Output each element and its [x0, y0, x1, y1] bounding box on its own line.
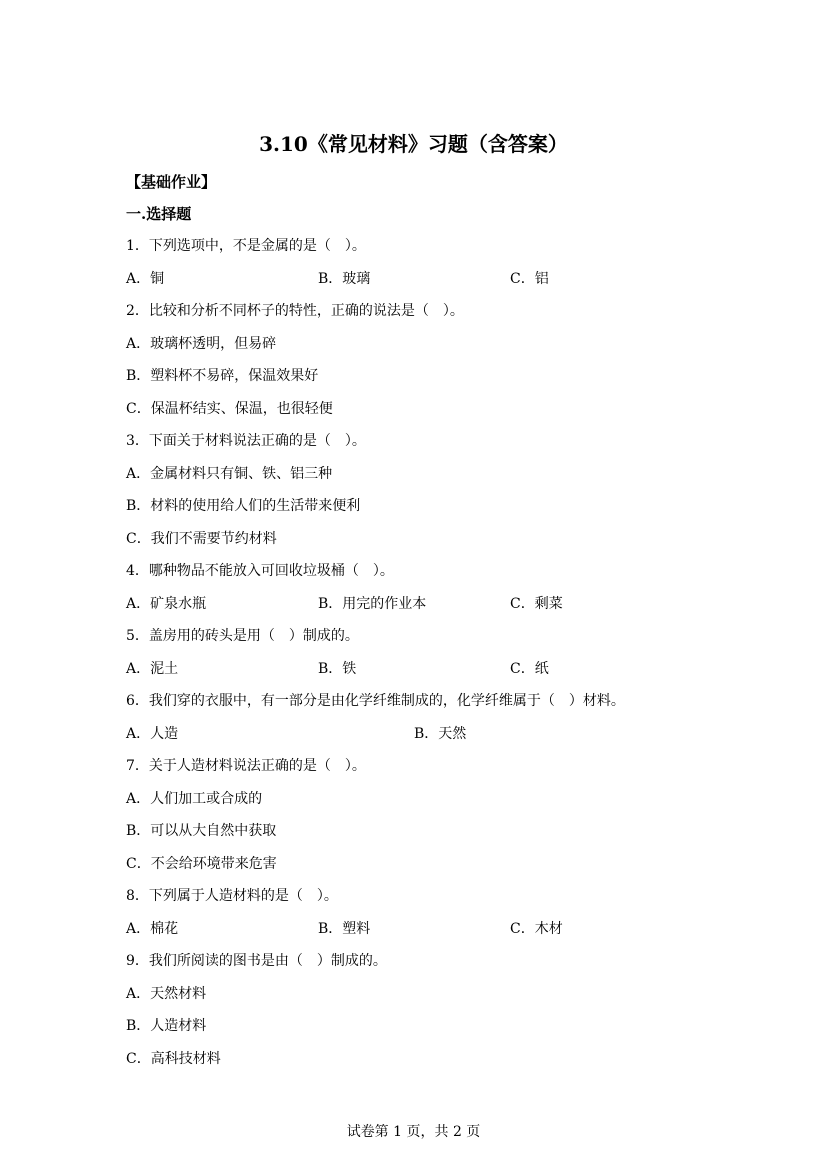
- page-title: 3.10《常见材料》习题（含答案）: [259, 132, 568, 156]
- question-4-option-c: C．剩菜: [510, 596, 563, 612]
- question-9-stem: 9．我们所阅读的图书是由（ ）制成的。: [126, 953, 387, 969]
- question-5-option-b: B．铁: [318, 661, 357, 677]
- page-footer: 试卷第 1 页，共 2 页: [346, 1124, 481, 1140]
- question-2-option-a: A．玻璃杯透明，但易碎: [126, 336, 277, 352]
- question-6-stem: 6．我们穿的衣服中，有一部分是由化学纤维制成的，化学纤维属于（ ）材料。: [126, 693, 625, 709]
- question-7-option-a: A．人们加工或合成的: [126, 791, 263, 807]
- question-4-option-a: A．矿泉水瓶: [126, 596, 207, 612]
- question-5-stem: 5．盖房用的砖头是用（ ）制成的。: [126, 628, 359, 644]
- question-2-option-b: B．塑料杯不易碎，保温效果好: [126, 368, 319, 384]
- question-9-option-b: B．人造材料: [126, 1018, 207, 1034]
- question-4-stem: 4．哪种物品不能放入可回收垃圾桶（ ）。: [126, 563, 394, 579]
- question-4-option-b: B．用完的作业本: [318, 596, 427, 612]
- section-heading-basic: 【基础作业】: [126, 173, 217, 191]
- question-6-option-b: B．天然: [414, 726, 467, 742]
- question-8-option-a: A．棉花: [126, 921, 179, 937]
- question-1-option-b: B．玻璃: [318, 271, 371, 287]
- section-heading-choice: 一.选择题: [126, 205, 192, 223]
- question-2-option-c: C．保温杯结实、保温，也很轻便: [126, 401, 333, 417]
- question-5-option-c: C．纸: [510, 661, 549, 677]
- question-1-option-c: C．铝: [510, 271, 549, 287]
- question-8-stem: 8．下列属于人造材料的是（ ）。: [126, 888, 338, 904]
- question-8-option-b: B．塑料: [318, 921, 371, 937]
- question-9-option-c: C．高科技材料: [126, 1051, 221, 1067]
- question-7-stem: 7．关于人造材料说法正确的是（ ）。: [126, 758, 366, 774]
- question-3-option-a: A．金属材料只有铜、铁、铝三种: [126, 466, 333, 482]
- question-9-option-a: A．天然材料: [126, 986, 207, 1002]
- question-3-option-c: C．我们不需要节约材料: [126, 531, 277, 547]
- question-7-option-c: C．不会给环境带来危害: [126, 856, 277, 872]
- question-3-option-b: B．材料的使用给人们的生活带来便利: [126, 498, 361, 514]
- question-5-option-a: A．泥土: [126, 661, 179, 677]
- question-7-option-b: B．可以从大自然中获取: [126, 823, 277, 839]
- question-2-stem: 2．比较和分析不同杯子的特性，正确的说法是（ ）。: [126, 303, 464, 319]
- question-3-stem: 3．下面关于材料说法正确的是（ ）。: [126, 433, 366, 449]
- question-6-option-a: A．人造: [126, 726, 179, 742]
- question-8-option-c: C．木材: [510, 921, 563, 937]
- question-1-option-a: A．铜: [126, 271, 165, 287]
- question-1-stem: 1．下列选项中，不是金属的是（ ）。: [126, 238, 366, 254]
